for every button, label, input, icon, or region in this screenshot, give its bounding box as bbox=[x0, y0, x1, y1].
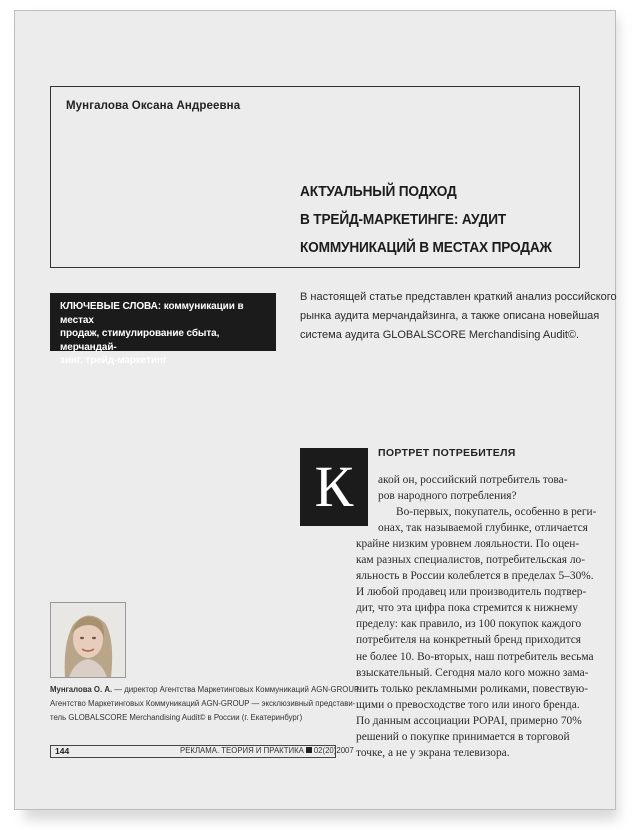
body-line: ров народного потребления? bbox=[378, 490, 517, 503]
title-line: В ТРЕЙД-МАРКЕТИНГЕ: АУДИТ bbox=[300, 211, 507, 228]
keywords-text: продаж, стимулирование сбыта, мерчандай- bbox=[60, 328, 220, 353]
bio-line: Агентство Маркетинговых Коммуникаций AGN-GROUP — эксклюзивный представи- bbox=[50, 699, 356, 708]
keywords-label: КЛЮЧЕВЫЕ СЛОВА: bbox=[60, 301, 162, 312]
keywords-text: коммуникации в местах bbox=[60, 301, 244, 326]
body-line: потребителя на конкретный бренд приходится bbox=[356, 634, 582, 647]
body-line: И любой продавец или производитель подтвер- bbox=[356, 586, 587, 599]
body-line: онах, так называемой глубинке, отличается bbox=[378, 522, 588, 535]
body-line: дит, что эта цифра пока стремится к нижнему bbox=[356, 602, 578, 615]
body-line: точке, а не у экрана телевизора. bbox=[356, 746, 510, 759]
bio-line: тель GLOBALSCORE Merchandising Audit© в России (г. Екатеринбург) bbox=[50, 713, 303, 722]
keywords-box bbox=[50, 293, 276, 366]
abstract bbox=[300, 288, 617, 345]
keywords-text: зинг, трейд-маркетинг bbox=[60, 355, 167, 366]
body-line: взыскательный. Сегодня мало кого можно зама- bbox=[356, 666, 589, 679]
body-line: Во-первых, покупатель, особенно в реги- bbox=[396, 506, 597, 519]
title-line: КОММУНИКАЦИЙ В МЕСТАХ ПРОДАЖ bbox=[300, 239, 552, 256]
article-body bbox=[300, 472, 597, 761]
article-title bbox=[300, 178, 552, 262]
author-photo bbox=[50, 602, 126, 678]
body-line: щими о превосходстве того или иного бренда. bbox=[356, 698, 580, 711]
footer-rule-left bbox=[50, 745, 51, 758]
footer-rule-bottom bbox=[50, 757, 336, 758]
body-line: акой он, российский потребитель това- bbox=[378, 474, 568, 486]
author-name: Мунгалова Оксана Андреевна bbox=[66, 100, 241, 112]
journal-title: РЕКЛАМА. ТЕОРИЯ И ПРАКТИКА 02(20)2007 bbox=[180, 746, 354, 755]
author-bio bbox=[50, 683, 361, 725]
body-line: решений о покупке принимается в торговой bbox=[356, 730, 570, 743]
bio-name: Мунгалова О. А. bbox=[50, 685, 113, 694]
body-line: не более 10. Во-вторых, наш потребитель весьма bbox=[356, 650, 594, 663]
abstract-line: система аудита GLOBALSCORE Merchandising Audit©. bbox=[300, 329, 580, 341]
body-line: нить только рекламными роликами, повествую- bbox=[356, 682, 588, 695]
body-line: крайне низким уровнем лояльности. По оцен- bbox=[356, 538, 580, 551]
section-heading: ПОРТРЕТ ПОТРЕБИТЕЛЯ bbox=[378, 447, 516, 459]
page-number: 144 bbox=[55, 746, 70, 756]
body-line: кам разных специалистов, потребительская ло- bbox=[356, 554, 586, 567]
drop-cap: К bbox=[300, 448, 368, 526]
square-bullet-icon bbox=[306, 747, 312, 753]
body-line: пределу: как правило, из 100 покупок каждого bbox=[356, 618, 582, 631]
bio-line: — директор Агентства Маркетинговых Коммуникаций AGN-GROUP. bbox=[112, 685, 361, 694]
body-line: яльность в России колеблется в пределах 5–30%. bbox=[356, 570, 594, 583]
abstract-line: рынка аудита мерчандайзинга, а также описана новейшая bbox=[300, 310, 600, 322]
title-line: АКТУАЛЬНЫЙ ПОДХОД bbox=[300, 183, 457, 200]
abstract-line: В настоящей статье представлен краткий анализ российского bbox=[300, 291, 617, 303]
body-line: По данным ассоциации POPAI, примерно 70% bbox=[356, 714, 582, 727]
